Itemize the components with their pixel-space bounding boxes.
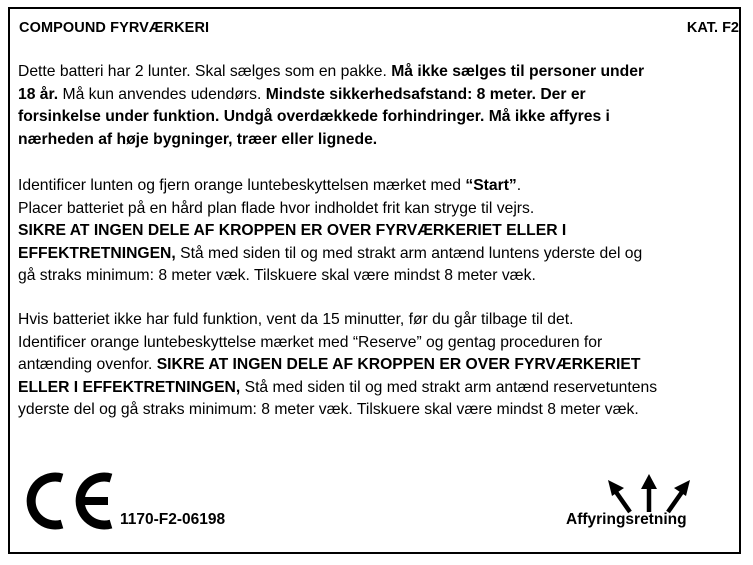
- text-line: [18, 175, 730, 198]
- bold-text-run: SIKRE AT INGEN DELE AF KROPPEN ER OVER FYRVÆRKERIET ELLER I: [18, 222, 567, 239]
- text-line: [18, 399, 730, 422]
- firing-direction-arrows-icon: [598, 470, 698, 516]
- text-run: Placer batteriet på en hård plan flade hvor indholdet frit kan stryge til vejrs.: [18, 199, 535, 217]
- bold-text-run: forsinkelse under funktion. Undgå overdækkede forhindringer. Må ikke affyres i: [18, 108, 610, 125]
- malfunction-paragraph: [18, 309, 730, 422]
- bold-text-run: EFFEKTRETNINGEN,: [18, 244, 176, 262]
- text-line: [18, 220, 730, 243]
- text-run: Identificer lunten og fjern orange luntebeskyttelsen mærket med: [18, 177, 466, 194]
- text-line: [18, 61, 730, 84]
- instructions-paragraph: [18, 175, 730, 288]
- product-code: 1170-F2-06198: [120, 511, 226, 528]
- text-run: yderste del og gå straks minimum: 8 meter væk. Tilskuere skal være mindst 8 meter væk.: [18, 401, 639, 418]
- text-run: Dette batteri har 2 lunter. Skal sælges som en pakke.: [18, 63, 392, 80]
- text-line: [18, 84, 730, 107]
- text-run: Stå med siden til og med strakt arm antænd luntens yderste del og: [175, 244, 643, 262]
- text-run: Hvis batteriet ikke har fuld funktion, vent da 15 minutter, før du går tilbage til det.: [18, 311, 574, 328]
- firing-direction-label: Affyringsretning: [566, 511, 687, 528]
- bold-text-run: 18 år.: [18, 85, 59, 103]
- text-run: .: [516, 177, 522, 194]
- text-run: Identificer orange luntebeskyttelse mærket med “Reserve” og gentag proceduren for: [18, 333, 603, 351]
- text-line: [18, 129, 730, 152]
- text-line: [18, 265, 730, 288]
- warning-paragraph: [18, 61, 730, 151]
- text-line: [18, 354, 730, 377]
- text-run: Må kun anvendes udendørs.: [58, 85, 266, 103]
- bold-text-run: nærheden af høje bygninger, træer eller lignede.: [18, 130, 378, 148]
- text-line: [18, 106, 730, 129]
- text-line: [18, 332, 730, 355]
- bold-text-run: “Start”: [465, 177, 517, 194]
- bold-text-run: Må ikke sælges til personer under: [391, 63, 645, 80]
- text-run: gå straks minimum: 8 meter væk. Tilskuere skal være mindst 8 meter væk.: [18, 267, 536, 284]
- text-line: [18, 377, 730, 400]
- product-title: COMPOUND FYRVÆRKERI: [19, 20, 210, 36]
- text-line: [18, 198, 730, 221]
- text-line: [18, 243, 730, 266]
- text-line: [18, 309, 730, 332]
- ce-mark-icon: [22, 470, 118, 532]
- bold-text-run: ELLER I EFFEKTRETNINGEN,: [18, 378, 241, 396]
- text-run: Stå med siden til og med strakt arm antænd reservetuntens: [240, 378, 658, 396]
- text-run: antænding ovenfor.: [18, 356, 157, 373]
- bold-text-run: Mindste sikkerhedsafstand: 8 meter. Der er: [265, 85, 586, 103]
- category-label: KAT. F2: [686, 20, 739, 36]
- bold-text-run: SIKRE AT INGEN DELE AF KROPPEN ER OVER FYRVÆRKERIET: [156, 356, 641, 373]
